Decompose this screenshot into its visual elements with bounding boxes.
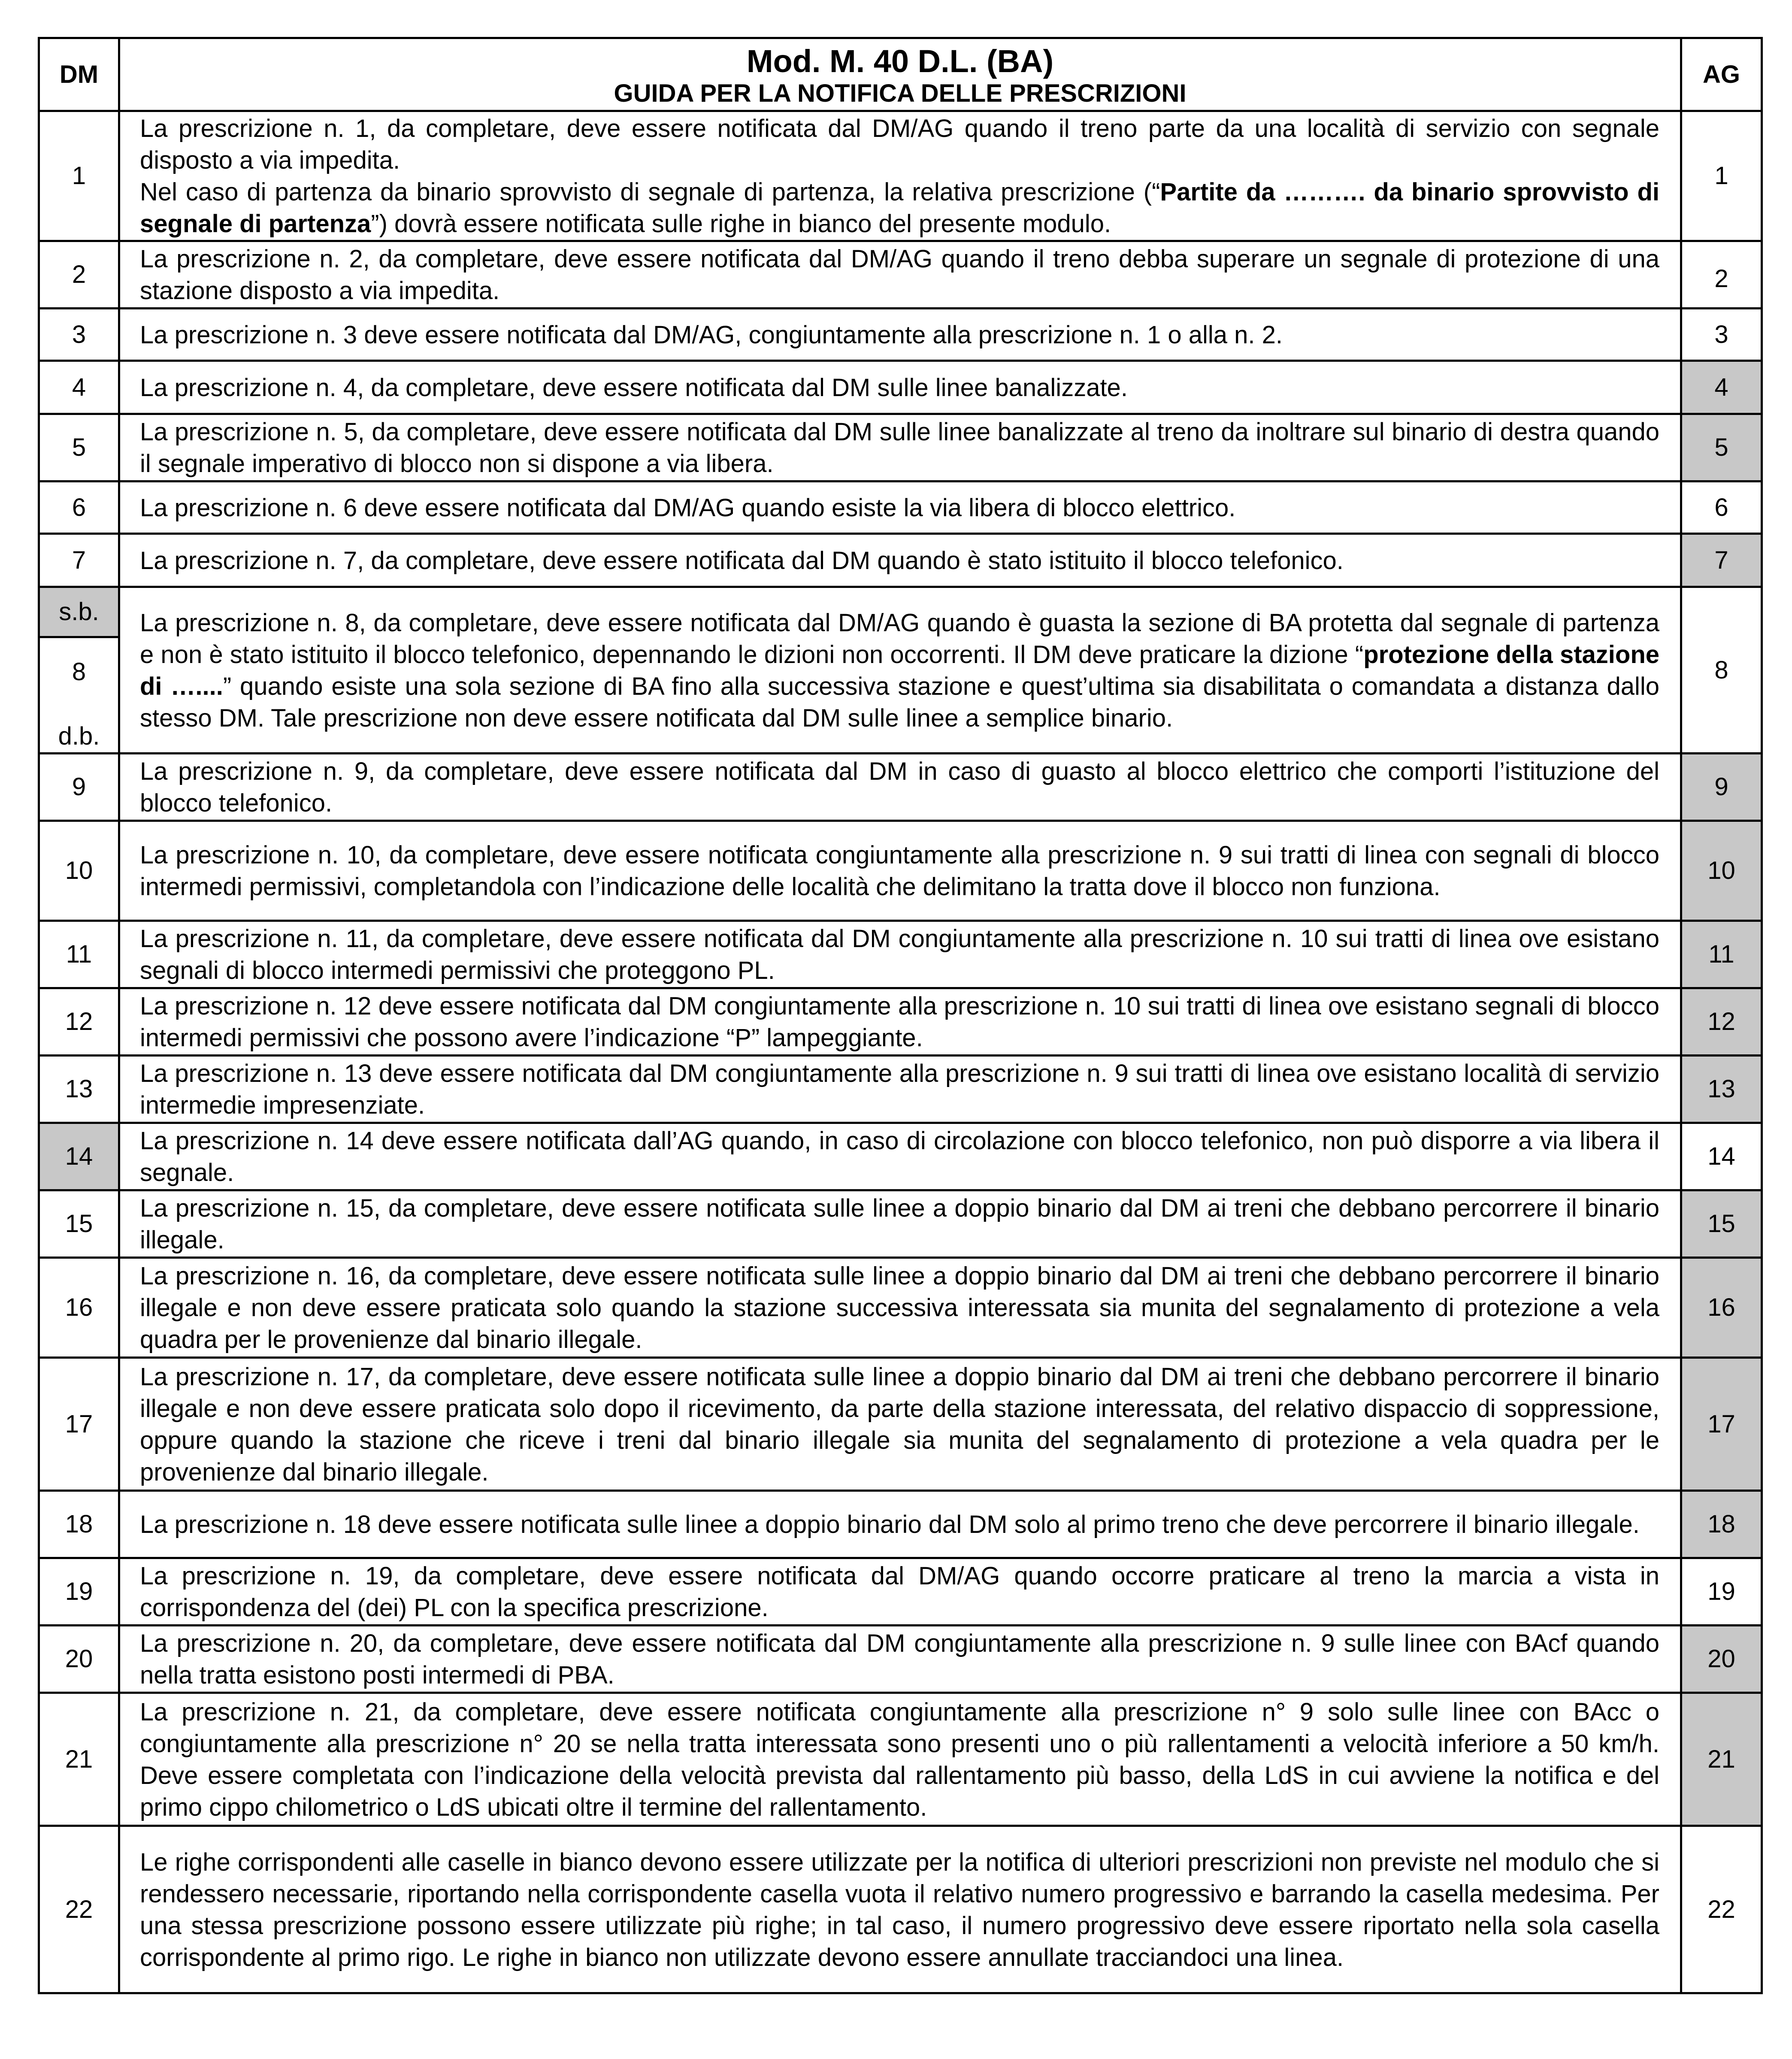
prescription-text: La prescrizione n. 18 deve essere notificata sulle linee a doppio binario dal DM solo al primo treno che deve percorrere il binario illegale. xyxy=(119,1491,1681,1558)
header-row xyxy=(39,38,1762,111)
form-subtitle: GUIDA PER LA NOTIFICA DELLE PRESCRIZIONI xyxy=(614,79,1187,107)
header-dm: DM xyxy=(39,38,119,111)
header-title-cell xyxy=(119,38,1681,111)
ag-number: 16 xyxy=(1681,1258,1762,1358)
dm-number: 16 xyxy=(39,1258,119,1358)
ag-number: 12 xyxy=(1681,988,1762,1056)
dm-number: 3 xyxy=(39,309,119,361)
dm-number: 4 xyxy=(39,361,119,414)
table-row xyxy=(39,241,1762,309)
ag-number: 19 xyxy=(1681,1558,1762,1626)
dm-number-cell xyxy=(39,587,119,754)
prescription-text: La prescrizione n. 13 deve essere notificata dal DM congiuntamente alla prescrizione n. 9 sui tratti di linea ove esistano località di servizio intermedie impresenziate. xyxy=(119,1056,1681,1123)
table-row xyxy=(39,361,1762,414)
prescription-text: La prescrizione n. 9, da completare, deve essere notificata dal DM in caso di guasto al blocco elettrico che comporti l’istituzione del blocco telefonico. xyxy=(119,754,1681,821)
prescription-text: Le righe corrispondenti alle caselle in bianco devono essere utilizzate per la notifica di ulteriori prescrizioni non previste nel modulo che si rendessero necessarie, riportando nella corrispondente casella vuota il relativo numero progressivo e barrando la casella medesima. Per una stessa prescrizione possono essere utilizzate più righe; in tal caso, il numero progressivo deve essere riportato nella sola casella corrispondente al primo rigo. Le righe in bianco non utilizzate devono essere annullate tracciandoci una linea. xyxy=(119,1826,1681,1993)
prescription-text xyxy=(119,111,1681,241)
prescription-bold: protezione della stazione di ….... xyxy=(140,640,1660,700)
ag-number: 3 xyxy=(1681,309,1762,361)
dm-number: 17 xyxy=(39,1358,119,1491)
ag-number: 5 xyxy=(1681,414,1762,481)
table-row xyxy=(39,754,1762,821)
ag-number: 14 xyxy=(1681,1123,1762,1190)
dm-number: 13 xyxy=(39,1056,119,1123)
prescription-text: La prescrizione n. 3 deve essere notificata dal DM/AG, congiuntamente alla prescrizione n. 1 o alla n. 2. xyxy=(119,309,1681,361)
ag-number: 6 xyxy=(1681,481,1762,534)
prescription-text: La prescrizione n. 17, da completare, deve essere notificata sulle linee a doppio binario dal DM ai treni che debbano percorrere il binario illegale e non deve essere praticata solo dopo il ricevimento, da parte della stazione interessata, del relativo dispaccio di soppressione, oppure quando la stazione che riceve i treni dal binario illegale sia munita del segnalamento di protezione a vela quadra per le provenienze dal binario illegale. xyxy=(119,1358,1681,1491)
table-row xyxy=(39,1123,1762,1190)
prescription-paragraph: ”) dovrà essere notificata sulle righe in bianco del presente modulo. xyxy=(371,210,1111,238)
table-row xyxy=(39,414,1762,481)
prescription-text: La prescrizione n. 19, da completare, deve essere notificata dal DM/AG quando occorre praticare al treno la marcia a vista in corrispondenza del (dei) PL con la specifica prescrizione. xyxy=(119,1558,1681,1626)
ag-number: 15 xyxy=(1681,1190,1762,1258)
guide-sheet xyxy=(38,37,1761,1994)
prescription-paragraph: ” quando esiste una sola sezione di BA fino alla successiva stazione e quest’ultima sia disabilitata o comandata a distanza dallo stesso DM. Tale prescrizione non deve essere notificata dal DM sulle linee a semplice binario. xyxy=(140,672,1659,732)
prescription-text: La prescrizione n. 20, da completare, deve essere notificata dal DM congiuntamente alla prescrizione n. 9 sulle linee con BAcf quando nella tratta esistono posti intermedi di PBA. xyxy=(119,1626,1681,1693)
prescription-text: La prescrizione n. 15, da completare, deve essere notificata sulle linee a doppio binario dal DM ai treni che debbano percorrere il binario illegale. xyxy=(119,1190,1681,1258)
header-ag: AG xyxy=(1681,38,1762,111)
prescription-text: La prescrizione n. 21, da completare, deve essere notificata congiuntamente alla prescrizione n° 9 solo sulle linee con BAcc o congiuntamente alla prescrizione n° 20 se nella tratta interessata sono presenti uno o più rallentamenti a velocità inferiore a 50 km/h. Deve essere completata con l’indicazione della velocità prevista dal rallentamento più basso, della LdS in cui avviene la notifica e del primo cippo chilometrico o LdS ubicati oltre il termine del rallentamento. xyxy=(119,1693,1681,1826)
prescription-text: La prescrizione n. 5, da completare, deve essere notificata dal DM sulle linee banalizzate al treno da inoltrare sul binario di destra quando il segnale imperativo di blocco non si dispone a via libera. xyxy=(119,414,1681,481)
table-row xyxy=(39,309,1762,361)
ag-number: 20 xyxy=(1681,1626,1762,1693)
table-row xyxy=(39,1190,1762,1258)
table-row xyxy=(39,1056,1762,1123)
ag-number: 8 xyxy=(1681,587,1762,754)
ag-number: 22 xyxy=(1681,1826,1762,1993)
table-row xyxy=(39,1826,1762,1993)
dm-number: 2 xyxy=(39,241,119,309)
ag-number: 2 xyxy=(1681,241,1762,309)
dm-number: 10 xyxy=(39,821,119,921)
ag-number: 1 xyxy=(1681,111,1762,241)
table-row xyxy=(39,534,1762,587)
dm-number: 22 xyxy=(39,1826,119,1993)
prescription-text: La prescrizione n. 16, da completare, deve essere notificata sulle linee a doppio binario dal DM ai treni che debbano percorrere il binario illegale e non deve essere praticata solo quando la stazione successiva interessata sia munita del segnalamento di protezione a vela quadra per le provenienze dal binario illegale. xyxy=(119,1258,1681,1358)
table-row xyxy=(39,1558,1762,1626)
table-row xyxy=(39,1626,1762,1693)
table-row xyxy=(39,1258,1762,1358)
dm-single-track-label: s.b. xyxy=(40,588,118,638)
table-row xyxy=(39,921,1762,988)
ag-number: 11 xyxy=(1681,921,1762,988)
dm-number: 9 xyxy=(39,754,119,821)
dm-number: 18 xyxy=(39,1491,119,1558)
table-row xyxy=(39,821,1762,921)
dm-number: 5 xyxy=(39,414,119,481)
ag-number: 13 xyxy=(1681,1056,1762,1123)
dm-number: 14 xyxy=(39,1123,119,1190)
ag-number: 21 xyxy=(1681,1693,1762,1826)
ag-number: 9 xyxy=(1681,754,1762,821)
table-row xyxy=(39,1693,1762,1826)
prescription-text xyxy=(119,587,1681,754)
prescription-text: La prescrizione n. 11, da completare, deve essere notificata dal DM congiuntamente alla prescrizione n. 10 sui tratti di linea ove esistano segnali di blocco intermedi permissivi che proteggono PL. xyxy=(119,921,1681,988)
ag-number: 7 xyxy=(1681,534,1762,587)
prescription-paragraph: La prescrizione n. 1, da completare, deve essere notificata dal DM/AG quando il treno parte da una località di servizio con segnale disposto a via impedita. xyxy=(140,115,1659,174)
dm-number: 12 xyxy=(39,988,119,1056)
ag-number: 4 xyxy=(1681,361,1762,414)
dm-number: 11 xyxy=(39,921,119,988)
table-row xyxy=(39,587,1762,754)
prescription-paragraph: Nel caso di partenza da binario sprovvisto di segnale di partenza, la relativa prescrizione (“ xyxy=(140,178,1160,206)
dm-number: 7 xyxy=(39,534,119,587)
prescription-text: La prescrizione n. 7, da completare, deve essere notificata dal DM quando è stato istituito il blocco telefonico. xyxy=(119,534,1681,587)
dm-number: 15 xyxy=(39,1190,119,1258)
dm-number: 8 xyxy=(72,658,86,686)
dm-number: 6 xyxy=(39,481,119,534)
table-row xyxy=(39,1491,1762,1558)
prescription-text: La prescrizione n. 2, da completare, deve essere notificata dal DM/AG quando il treno debba superare un segnale di protezione di una stazione disposto a via impedita. xyxy=(119,241,1681,309)
ag-number: 18 xyxy=(1681,1491,1762,1558)
prescription-text: La prescrizione n. 6 deve essere notificata dal DM/AG quando esiste la via libera di blocco elettrico. xyxy=(119,481,1681,534)
dm-number: 21 xyxy=(39,1693,119,1826)
form-title: Mod. M. 40 D.L. (BA) xyxy=(746,43,1054,79)
dm-number: 19 xyxy=(39,1558,119,1626)
ag-number: 17 xyxy=(1681,1358,1762,1491)
prescription-text: La prescrizione n. 4, da completare, deve essere notificata dal DM sulle linee banalizzate. xyxy=(119,361,1681,414)
dm-number: 1 xyxy=(39,111,119,241)
prescription-text: La prescrizione n. 12 deve essere notificata dal DM congiuntamente alla prescrizione n. 10 sui tratti di linea ove esistano segnali di blocco intermedi permissivi che possono avere l’indicazione “P” lampeggiante. xyxy=(119,988,1681,1056)
guide-table xyxy=(38,37,1763,1994)
table-row xyxy=(39,988,1762,1056)
dm-number: 20 xyxy=(39,1626,119,1693)
prescription-bold: Partite da ………. da binario sprovvisto di segnale di partenza xyxy=(140,178,1659,238)
prescription-text: La prescrizione n. 14 deve essere notificata dall’AG quando, in caso di circolazione con blocco telefonico, non può disporre a via libera il segnale. xyxy=(119,1123,1681,1190)
table-row xyxy=(39,1358,1762,1491)
table-row xyxy=(39,481,1762,534)
table-row xyxy=(39,111,1762,241)
ag-number: 10 xyxy=(1681,821,1762,921)
prescription-paragraph: La prescrizione n. 8, da completare, deve essere notificata dal DM/AG quando è guasta la sezione di BA protetta dal segnale di partenza e non è stato istituito il blocco telefonico, depennando le dizioni non occorrenti. Il DM deve praticare la dizione “ xyxy=(140,609,1659,669)
dm-double-track-label: d.b. xyxy=(58,722,100,750)
prescription-text: La prescrizione n. 10, da completare, deve essere notificata congiuntamente alla prescrizione n. 9 sui tratti di linea con segnali di blocco intermedi permissivi, completandola con l’indicazione delle località che delimitano la tratta dove il blocco non funziona. xyxy=(119,821,1681,921)
